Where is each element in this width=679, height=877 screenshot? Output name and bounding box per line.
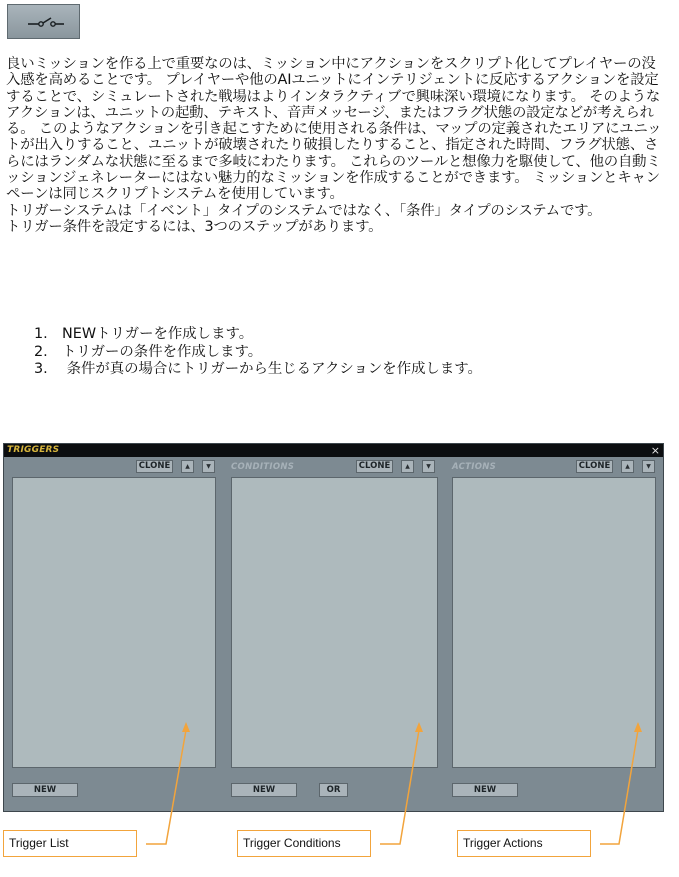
trigger-move-up-button[interactable]: ▲ (181, 460, 194, 473)
close-icon[interactable]: × (650, 444, 660, 457)
body-text (6, 56, 666, 235)
action-move-down-button[interactable]: ▼ (642, 460, 655, 473)
paragraph: トリガー条件を設定するには、3つのステップがあります。 (6, 218, 383, 235)
list-item: 3. 条件が真の場合にトリガーから生じるアクションを作成します。 (34, 361, 482, 377)
trigger-move-down-button[interactable]: ▼ (202, 460, 215, 473)
action-clone-button[interactable]: CLONE (576, 460, 613, 473)
triggers-dialog (3, 443, 664, 812)
list-item: 1. NEWトリガーを作成します。 (34, 326, 254, 342)
trigger-clone-button[interactable]: CLONE (136, 460, 173, 473)
action-list[interactable] (452, 477, 656, 768)
new-action-button[interactable]: NEW (452, 783, 518, 797)
actions-label: ACTIONS (452, 462, 497, 472)
dialog-title-bar (4, 444, 663, 457)
condition-clone-button[interactable]: CLONE (356, 460, 393, 473)
new-condition-button[interactable]: NEW (231, 783, 297, 797)
condition-move-up-button[interactable]: ▲ (401, 460, 414, 473)
or-button[interactable]: OR (319, 783, 348, 797)
conditions-label: CONDITIONS (231, 462, 295, 472)
dialog-title: TRIGGERS (7, 445, 60, 455)
switch-icon (7, 4, 80, 39)
trigger-list[interactable] (12, 477, 216, 768)
trigger-conditions-callout: Trigger Conditions (237, 830, 371, 857)
paragraph: 良いミッションを作る上で重要なのは、ミッション中にアクションをスクリプト化してプレイヤーの没入感を高めることです。 プレイヤーや他のAIユニットにインテリジェントに反応するアクションを設定することで、シミュレートされた戦場はよりインタラクティブで興味深い環境になります。 そのようなアクションは、ユニットの起動、テキスト、音声メッセージ、またはフラグ状態の設定などが考えられる。 このようなアクションを引き起こすために使用される条件は、マップの定義されたエリアにユニットが出入りすること、ユニットが破壊されたり破損したりすること、指定された時間、フラグ状態、さらにはランダムな状態に至るまで多岐にわたります。 これらのツールと想像力を駆使して、他の自動ミッションジェネレーターにはない魅力的なミッションを作成することができます。 ミッションとキャンペーンは同じスクリプトシステムを使用しています。 (6, 56, 662, 203)
new-trigger-button[interactable]: NEW (12, 783, 78, 797)
condition-move-down-button[interactable]: ▼ (422, 460, 435, 473)
action-move-up-button[interactable]: ▲ (621, 460, 634, 473)
trigger-actions-callout: Trigger Actions (457, 830, 591, 857)
trigger-list-callout: Trigger List (3, 830, 137, 857)
paragraph: トリガーシステムは「イベント」タイプのシステムではなく、「条件」タイプのシステムです。 (6, 202, 602, 219)
list-item: 2. トリガーの条件を作成します。 (34, 343, 263, 360)
steps-list (34, 326, 482, 379)
condition-list[interactable] (231, 477, 438, 768)
